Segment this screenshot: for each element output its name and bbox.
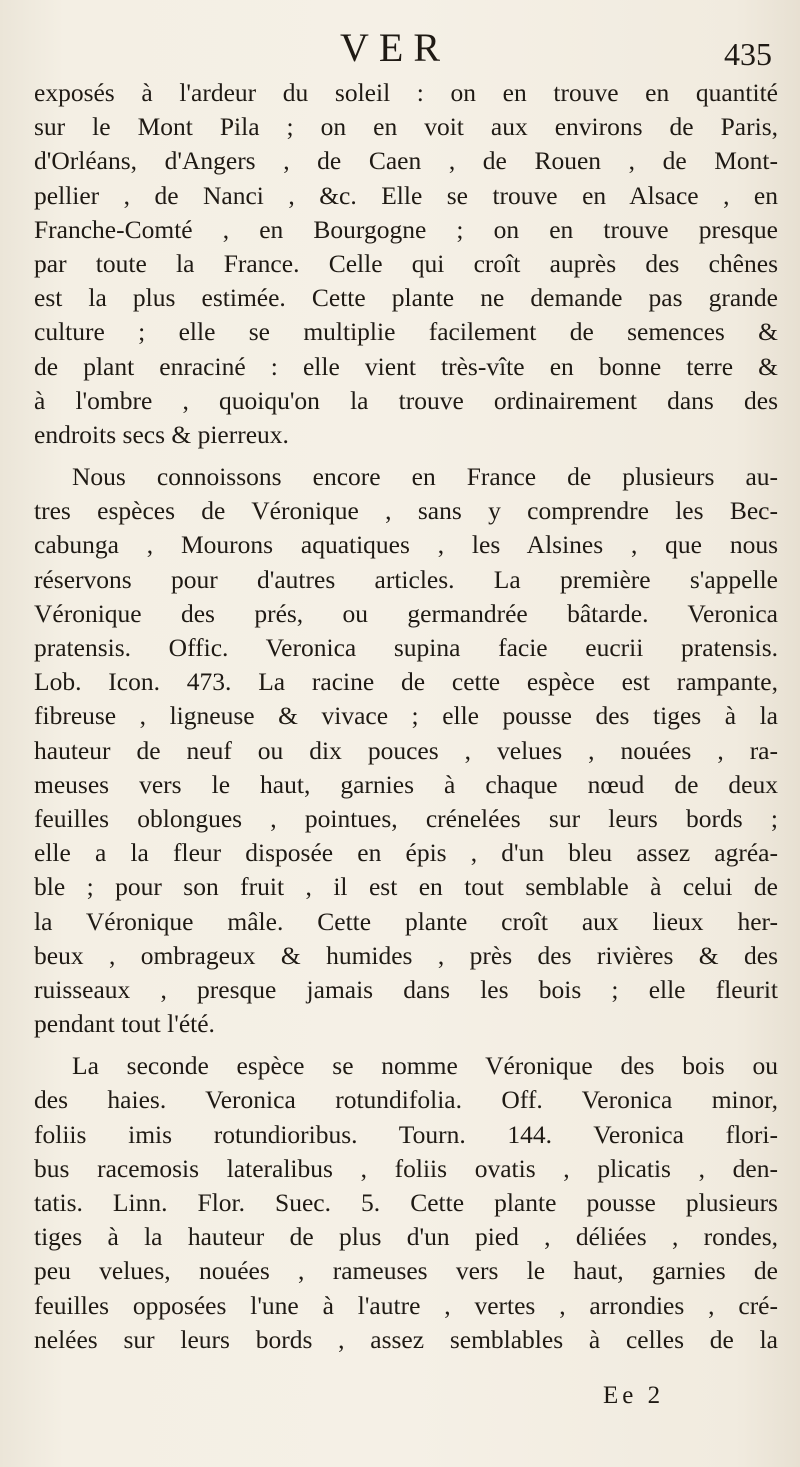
text-line: exposés à l'ardeur du soleil : on en trouve en quantité [34,78,778,107]
text-line: sur le Mont Pila ; on en voit aux environs de Paris, [34,112,778,142]
text-line: tres espèces de Véronique , sans y comprendre les Bec- [34,496,778,526]
text-line: Franche-Comté , en Bourgogne ; on en trouve presque [34,214,778,244]
text-line: est la plus estimée. Cette plante ne demande pas grande [34,283,778,313]
text-line: feuilles oblongues , pointues, crénelées sur leurs bords ; [34,803,778,833]
text-line: Véronique des prés, ou germandrée bâtarde. Veronica [34,598,778,628]
text-line: foliis imis rotundioribus. Tourn. 144. Veronica flori- [34,1119,778,1149]
text-line: pratensis. Offic. Veronica supina facie eucrii pratensis. [34,633,778,662]
text-line: bus racemosis lateralibus , foliis ovatis , plicatis , den- [34,1153,778,1183]
text-line: pendant tout l'été. [34,1009,215,1039]
text-line: ble ; pour son fruit , il est en tout semblable à celui de [34,872,778,902]
text-line: cabunga , Mourons aquatiques , les Alsines , que nous [34,530,778,560]
text-line: tiges à la hauteur de plus d'un pied , déliées , rondes, [34,1222,778,1252]
text-line: réservons pour d'autres articles. La première s'appelle [34,564,778,594]
running-head: VER [340,25,450,70]
text-line: fibreuse , ligneuse & vivace ; elle pousse des tiges à la [34,701,778,731]
body-text [34,76,778,1357]
signature-mark: Ee 2 [603,1382,665,1409]
text-line: à l'ombre , quoiqu'on la trouve ordinairement dans des [34,385,778,415]
text-line: endroits secs & pierreux. [34,419,289,449]
text-line: elle a la fleur disposée en épis , d'un bleu assez agréa- [34,838,778,868]
text-line: ruisseaux , presque jamais dans les bois ; elle fleurit [34,974,778,1004]
text-line: pellier , de Nanci , &c. Elle se trouve en Alsace , en [34,180,778,210]
text-line: culture ; elle se multiplie facilement de semences & [34,317,778,347]
text-line: la Véronique mâle. Cette plante croît aux lieux her- [34,906,778,936]
text-line: Lob. Icon. 473. La racine de cette espèce est rampante, [34,667,778,697]
text-line: tatis. Linn. Flor. Suec. 5. Cette plante pousse plusieurs [34,1188,778,1217]
text-line: nelées sur leurs bords , assez semblables à celles de la [34,1324,778,1354]
text-line: meuses vers le haut, garnies à chaque nœud de deux [34,769,778,799]
paragraph-gap [34,452,778,460]
text-line: La seconde espèce se nomme Véronique des bois ou [72,1051,778,1081]
text-line: beux , ombrageux & humides , près des rivières & des [34,940,778,970]
text-line: d'Orléans, d'Angers , de Caen , de Rouen , de Mont- [34,146,778,176]
text-line: Nous connoissons encore en France de plusieurs au- [72,462,778,492]
text-line: des haies. Veronica rotundifolia. Off. Veronica minor, [34,1085,778,1115]
page-header [0,24,800,74]
text-line: peu velues, nouées , rameuses vers le haut, garnies de [34,1256,778,1286]
text-line: de plant enraciné : elle vient très-vîte en bonne terre & [34,351,778,381]
text-line: feuilles opposées l'une à l'autre , vertes , arrondies , cré- [34,1290,778,1320]
paragraph-gap [34,1041,778,1049]
text-line: par toute la France. Celle qui croît auprès des chênes [34,248,778,278]
page-number: 435 [724,36,772,72]
text-line: hauteur de neuf ou dix pouces , velues , nouées , ra- [34,735,778,765]
